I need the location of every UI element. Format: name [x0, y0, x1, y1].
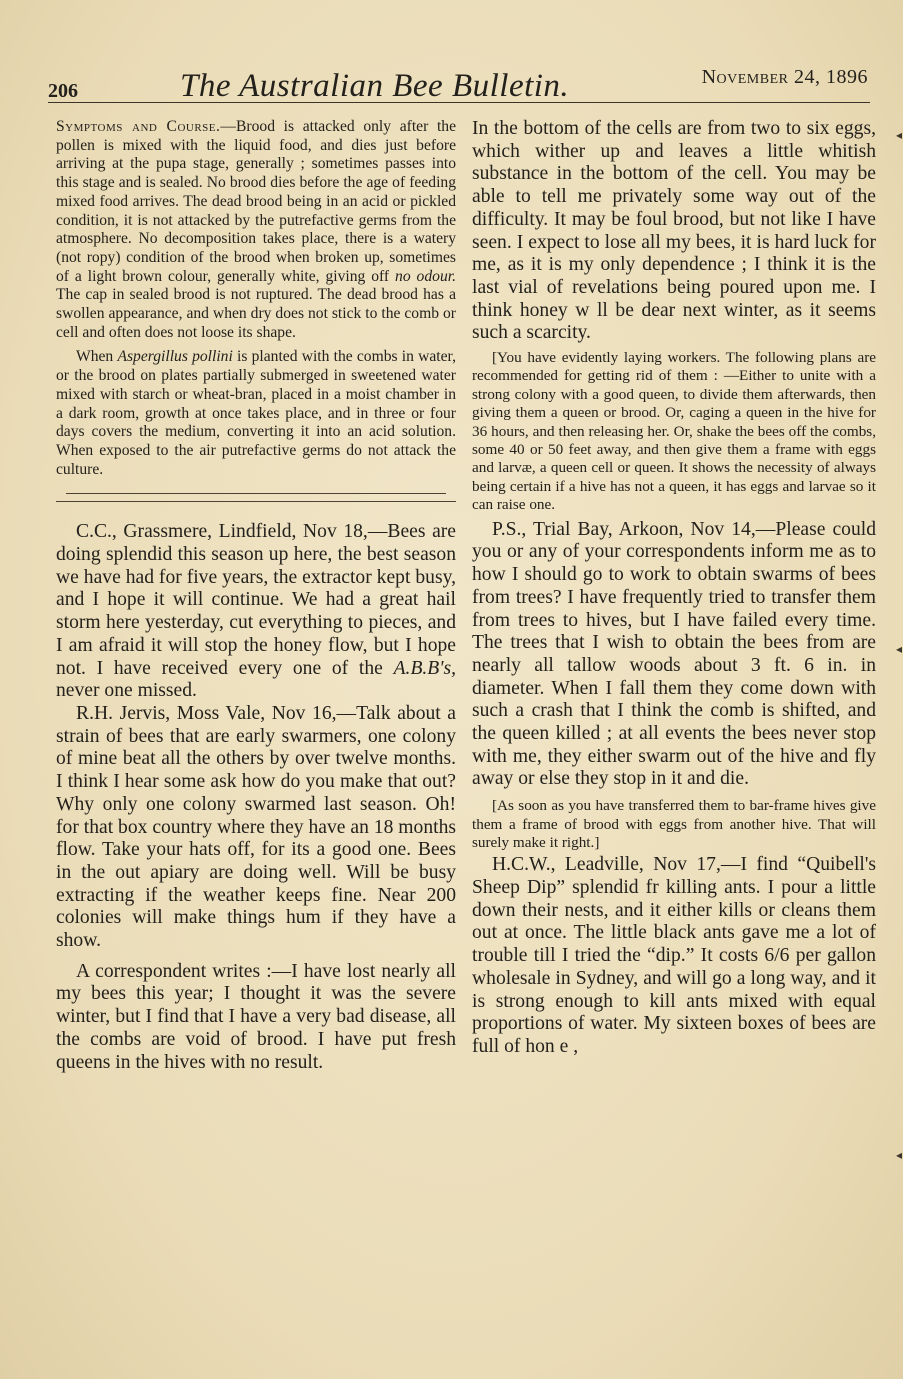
ps-letter: P.S., Trial Bay, Arkoon, Nov 14,—Please could you or any of your correspondents inform me as to how I should go to work to obtain swarms of bees from trees? I have frequently tried to transfer them from trees to hives, but I have failed every time. The trees that I wish to obtain the bees from are nearly all tallow woods about 3 ft. 6 in. in diameter. When I fall them they come down with such a crash that I think the comb is shifted, and the queen killed ; at all events the bees never stop with me, they either swarm out of the hive and fly away or else they stop in it and die. — [472, 518, 876, 790]
aspergillus-start: When — [76, 348, 118, 366]
margin-mark: ◂ — [896, 128, 903, 142]
aspergillus-name: Aspergillus pollini — [117, 348, 233, 366]
cc-abbrev: A.B.B's, — [393, 657, 456, 679]
issue-date: November 24, 1896 — [701, 66, 868, 88]
cc-letter-end: never one missed. — [56, 680, 197, 702]
cc-letter-text: C.C., Grassmere, Lindfield, Nov 18,—Bees are doing splendid this season up here, the best season we have had for five years, the extractor kept busy, and I hope it will continue. We had a great hail storm here yesterday, cut everything to pieces, and I am afraid it will stop the honey flow, but I hope not. I have received every one of the — [56, 521, 456, 679]
right-column — [472, 118, 876, 1059]
page-number: 206 — [48, 80, 78, 102]
correspondent-continued: In the bottom of the cells are from two to six eggs, which wither up and leaves a little whitish substance in the bottom of the cell. You may be able to tell me privately some way out of the difficulty. It may be foul brood, but not like I have seen. I expect to lose all my bees, it is hard luck for me, as it is my only dependence ; I think it is the last vial of revelations being poured upon me. I think honey w ll be dear next winter, as it seems such a scarcity. — [472, 118, 876, 344]
rh-letter: R.H. Jervis, Moss Vale, Nov 16,—Talk about a strain of bees that are early swarmers, one colony of mine beat all the others by over twelve months. I think I hear some ask how do you make that out? Why only one colony swarmed last season. Oh! for that box country where they have an 18 months flow. Take your hats off, for its a good one. Bees in the out apiary are doing well. Will be busy extracting if the weather keeps fine. Near 200 colonies will make things hum if they have a show. — [56, 702, 456, 952]
editor-reply-transfer: [As soon as you have transferred them to bar-frame hives give them a frame of brood with eggs from another hive. That will surely make it right.] — [472, 797, 876, 851]
editor-reply-laying-workers: [You have evidently laying workers. The following plans are recommended for getting rid of them : —Either to unite with a strong colony with a good queen, to divide them afterwards, then giving them a queen or brood. Or, caging a queen in the hive for 36 hours, and then releasing her. Or, shake the bees off the combs, some 40 or 50 feet away, and then give them a frame with eggs and larvæ, a queen cell or queen. It shows the necessity of always being certain if a hive has not a queen, it has eggs and larvae so it can raise one. — [472, 349, 876, 514]
no-odour-text: no odour. — [395, 267, 456, 285]
divider-line-thin — [66, 493, 446, 494]
cc-letter — [56, 521, 456, 703]
section-divider — [56, 489, 456, 513]
symptoms-paragraph — [56, 118, 456, 342]
symptoms-text: —Brood is attacked only after the pollen is mixed with the liquid food, and dies just before arriving at the pupa stage, generally ; sometimes passes into this stage and is sealed. No brood dies before the age of feeding mixed food arrives. The dead brood being in an acid or pickled condition, it is not attacked by the putrefactive germs from the atmosphere. No decomposition takes place, there is a watery (not ropy) condition of the brood when broken up, sometimes of a light brown colour, generally white, giving off — [56, 118, 456, 285]
left-column — [56, 118, 456, 1074]
hcw-letter: H.C.W., Leadville, Nov 17,—I find “Quibell's Sheep Dip” splendid fr killing ants. I pour a little down their nests, and it either kills or cleans them out at once. The little black ants gave me a lot of trouble till I tried the “dip.” It costs 6/6 per gallon wholesale in Sydney, and will go a long way, and it is strong enough to kill ants mixed with equal proportions of water. My sixteen boxes of bees are full of hon e , — [472, 854, 876, 1057]
aspergillus-paragraph — [56, 348, 456, 479]
symptoms-heading: Symptoms and Course. — [56, 118, 221, 135]
margin-mark: ◂ — [896, 1148, 903, 1162]
aspergillus-text: is planted with the combs in water, or the brood on plates partially submerged in sweetened water mixed with starch or wheat-bran, placed in a moist chamber in a dark room, growth at once takes place, and in three or four days covers the medium, converting it into an acid solution. When exposed to the air putrefactive germs do not attack the culture. — [56, 348, 456, 478]
margin-mark: ◂ — [896, 642, 903, 656]
correspondent-letter: A correspondent writes :—I have lost nearly all my bees this year; I thought it was the severe winter, but I find that I have a very bad disease, all the combs are void of brood. I have put fresh queens in the hives with no result. — [56, 960, 456, 1073]
journal-title: The Australian Bee Bulletin. — [180, 68, 570, 104]
divider-line-thick — [56, 501, 456, 502]
page-header — [48, 62, 868, 102]
symptoms-text-end: The cap in sealed brood is not ruptured. The dead brood has a swollen appearance, and when dry does not stick to the comb or cell and often does not loose its shape. — [56, 286, 456, 341]
header-rule — [48, 102, 870, 103]
